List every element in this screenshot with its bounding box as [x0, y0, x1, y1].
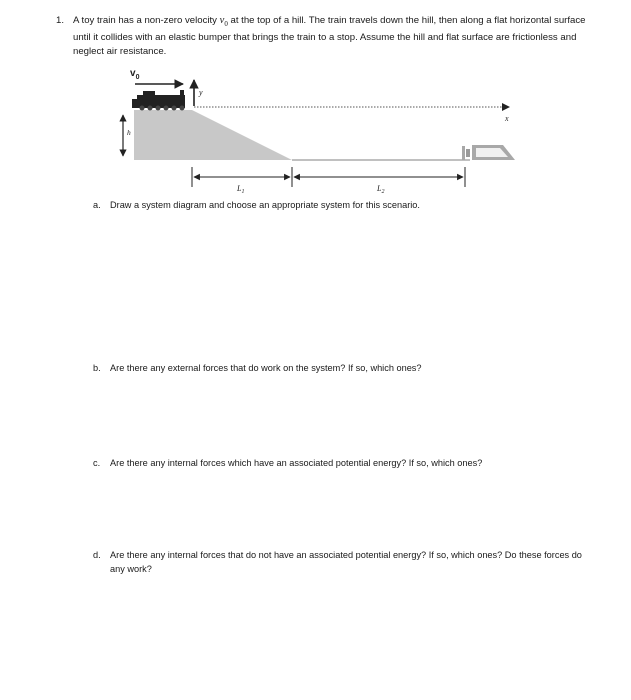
x-axis-label: x [505, 114, 509, 123]
question-label: a. [93, 200, 101, 210]
elastic-bumper [462, 145, 515, 160]
height-label: h [127, 128, 131, 137]
toy-train [132, 90, 185, 111]
length1-label: $L_1$ [237, 184, 245, 195]
velocity-symbol-letter: v [219, 15, 225, 26]
x-axis-arrowhead [502, 103, 510, 111]
question-text: Are there any internal forces that do not have an associated potential energy? If so, which ones? Do these forces do any work? [110, 550, 582, 574]
question-label: c. [93, 458, 101, 468]
problem-number: 1. [56, 15, 65, 26]
stem-part1: A toy train has a non-zero velocity [73, 15, 220, 26]
stem-part2: at the top of a hill. The train travels down the hill, then along a flat horizontal surface until it collides with an elastic bumper that brings the train to a stop. Assume the hill and flat surface are frictionless and neglect air resistance. [73, 15, 586, 58]
train-hill-diagram [110, 64, 530, 199]
velocity-symbol-subscript: 0 [224, 20, 228, 29]
question-label: d. [93, 550, 101, 560]
problem-stem [73, 14, 599, 59]
velocity-symbol [219, 15, 228, 29]
question-text: Are there any external forces that do work on the system? If so, which ones? [110, 363, 422, 373]
question-text: Draw a system diagram and choose an appropriate system for this scenario. [110, 200, 420, 210]
question-label: b. [93, 363, 101, 373]
question-text: Are there any internal forces which have an associated potential energy? If so, which ones? [110, 458, 483, 468]
y-axis-label: y [199, 88, 203, 97]
velocity-label: $v_0$ [130, 68, 140, 81]
hill [134, 110, 292, 160]
length2-label: $L_2$ [377, 184, 385, 195]
